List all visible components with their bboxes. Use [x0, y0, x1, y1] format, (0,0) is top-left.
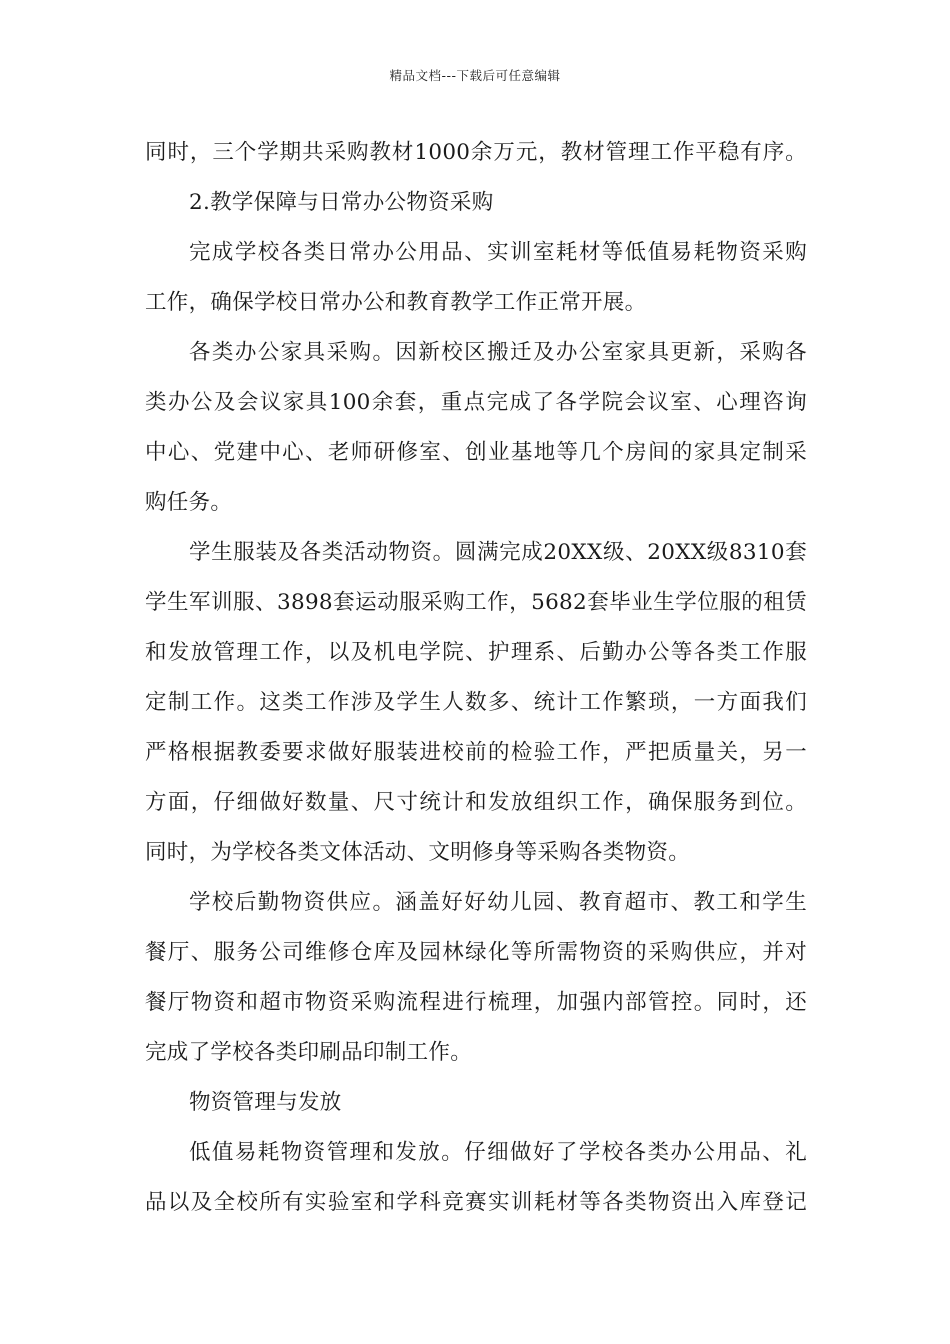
text-line: 同时，为学校各类文体活动、文明修身等采购各类物资。 — [145, 840, 691, 865]
text-line: 类办公及会议家具100余套，重点完成了各学院会议室、心理咨询 — [145, 390, 807, 415]
text-line: 物资管理与发放 — [189, 1090, 342, 1115]
text-line: 学校后勤物资供应。涵盖好好幼儿园、教育超市、教工和学生 — [189, 890, 807, 915]
text-line: 各类办公家具采购。因新校区搬迁及办公室家具更新，采购各 — [189, 340, 807, 365]
text-line: 2.教学保障与日常办公物资采购 — [189, 190, 494, 215]
text-line: 完成学校各类日常办公用品、实训室耗材等低值易耗物资采购 — [189, 240, 807, 265]
text-line: 学生服装及各类活动物资。圆满完成20XX级、20XX级8310套 — [189, 540, 807, 565]
text-line: 定制工作。这类工作涉及学生人数多、统计工作繁琐，一方面我们 — [145, 690, 807, 715]
text-line: 严格根据教委要求做好服装进校前的检验工作，严把质量关，另一 — [145, 740, 807, 765]
text-line: 中心、党建中心、老师研修室、创业基地等几个房间的家具定制采 — [145, 440, 807, 465]
document-body — [145, 128, 807, 1228]
text-line: 低值易耗物资管理和发放。仔细做好了学校各类办公用品、礼 — [189, 1140, 807, 1165]
text-line: 同时，三个学期共采购教材1000余万元，教材管理工作平稳有序。 — [145, 140, 807, 165]
text-line: 完成了学校各类印刷品印制工作。 — [145, 1040, 473, 1065]
text-line: 购任务。 — [145, 490, 233, 515]
text-line: 学生军训服、3898套运动服采购工作，5682套毕业生学位服的租赁 — [145, 590, 807, 615]
text-line: 工作，确保学校日常办公和教育教学工作正常开展。 — [145, 290, 647, 315]
text-line: 和发放管理工作，以及机电学院、护理系、后勤办公等各类工作服 — [145, 640, 807, 665]
text-line: 品以及全校所有实验室和学科竞赛实训耗材等各类物资出入库登记 — [145, 1190, 807, 1215]
text-line: 方面，仔细做好数量、尺寸统计和发放组织工作，确保服务到位。 — [145, 790, 807, 815]
page-header: 精品文档---下载后可任意编辑 — [389, 68, 561, 83]
text-line: 餐厅物资和超市物资采购流程进行梳理，加强内部管控。同时，还 — [145, 990, 807, 1015]
text-line: 餐厅、服务公司维修仓库及园林绿化等所需物资的采购供应，并对 — [145, 940, 807, 965]
